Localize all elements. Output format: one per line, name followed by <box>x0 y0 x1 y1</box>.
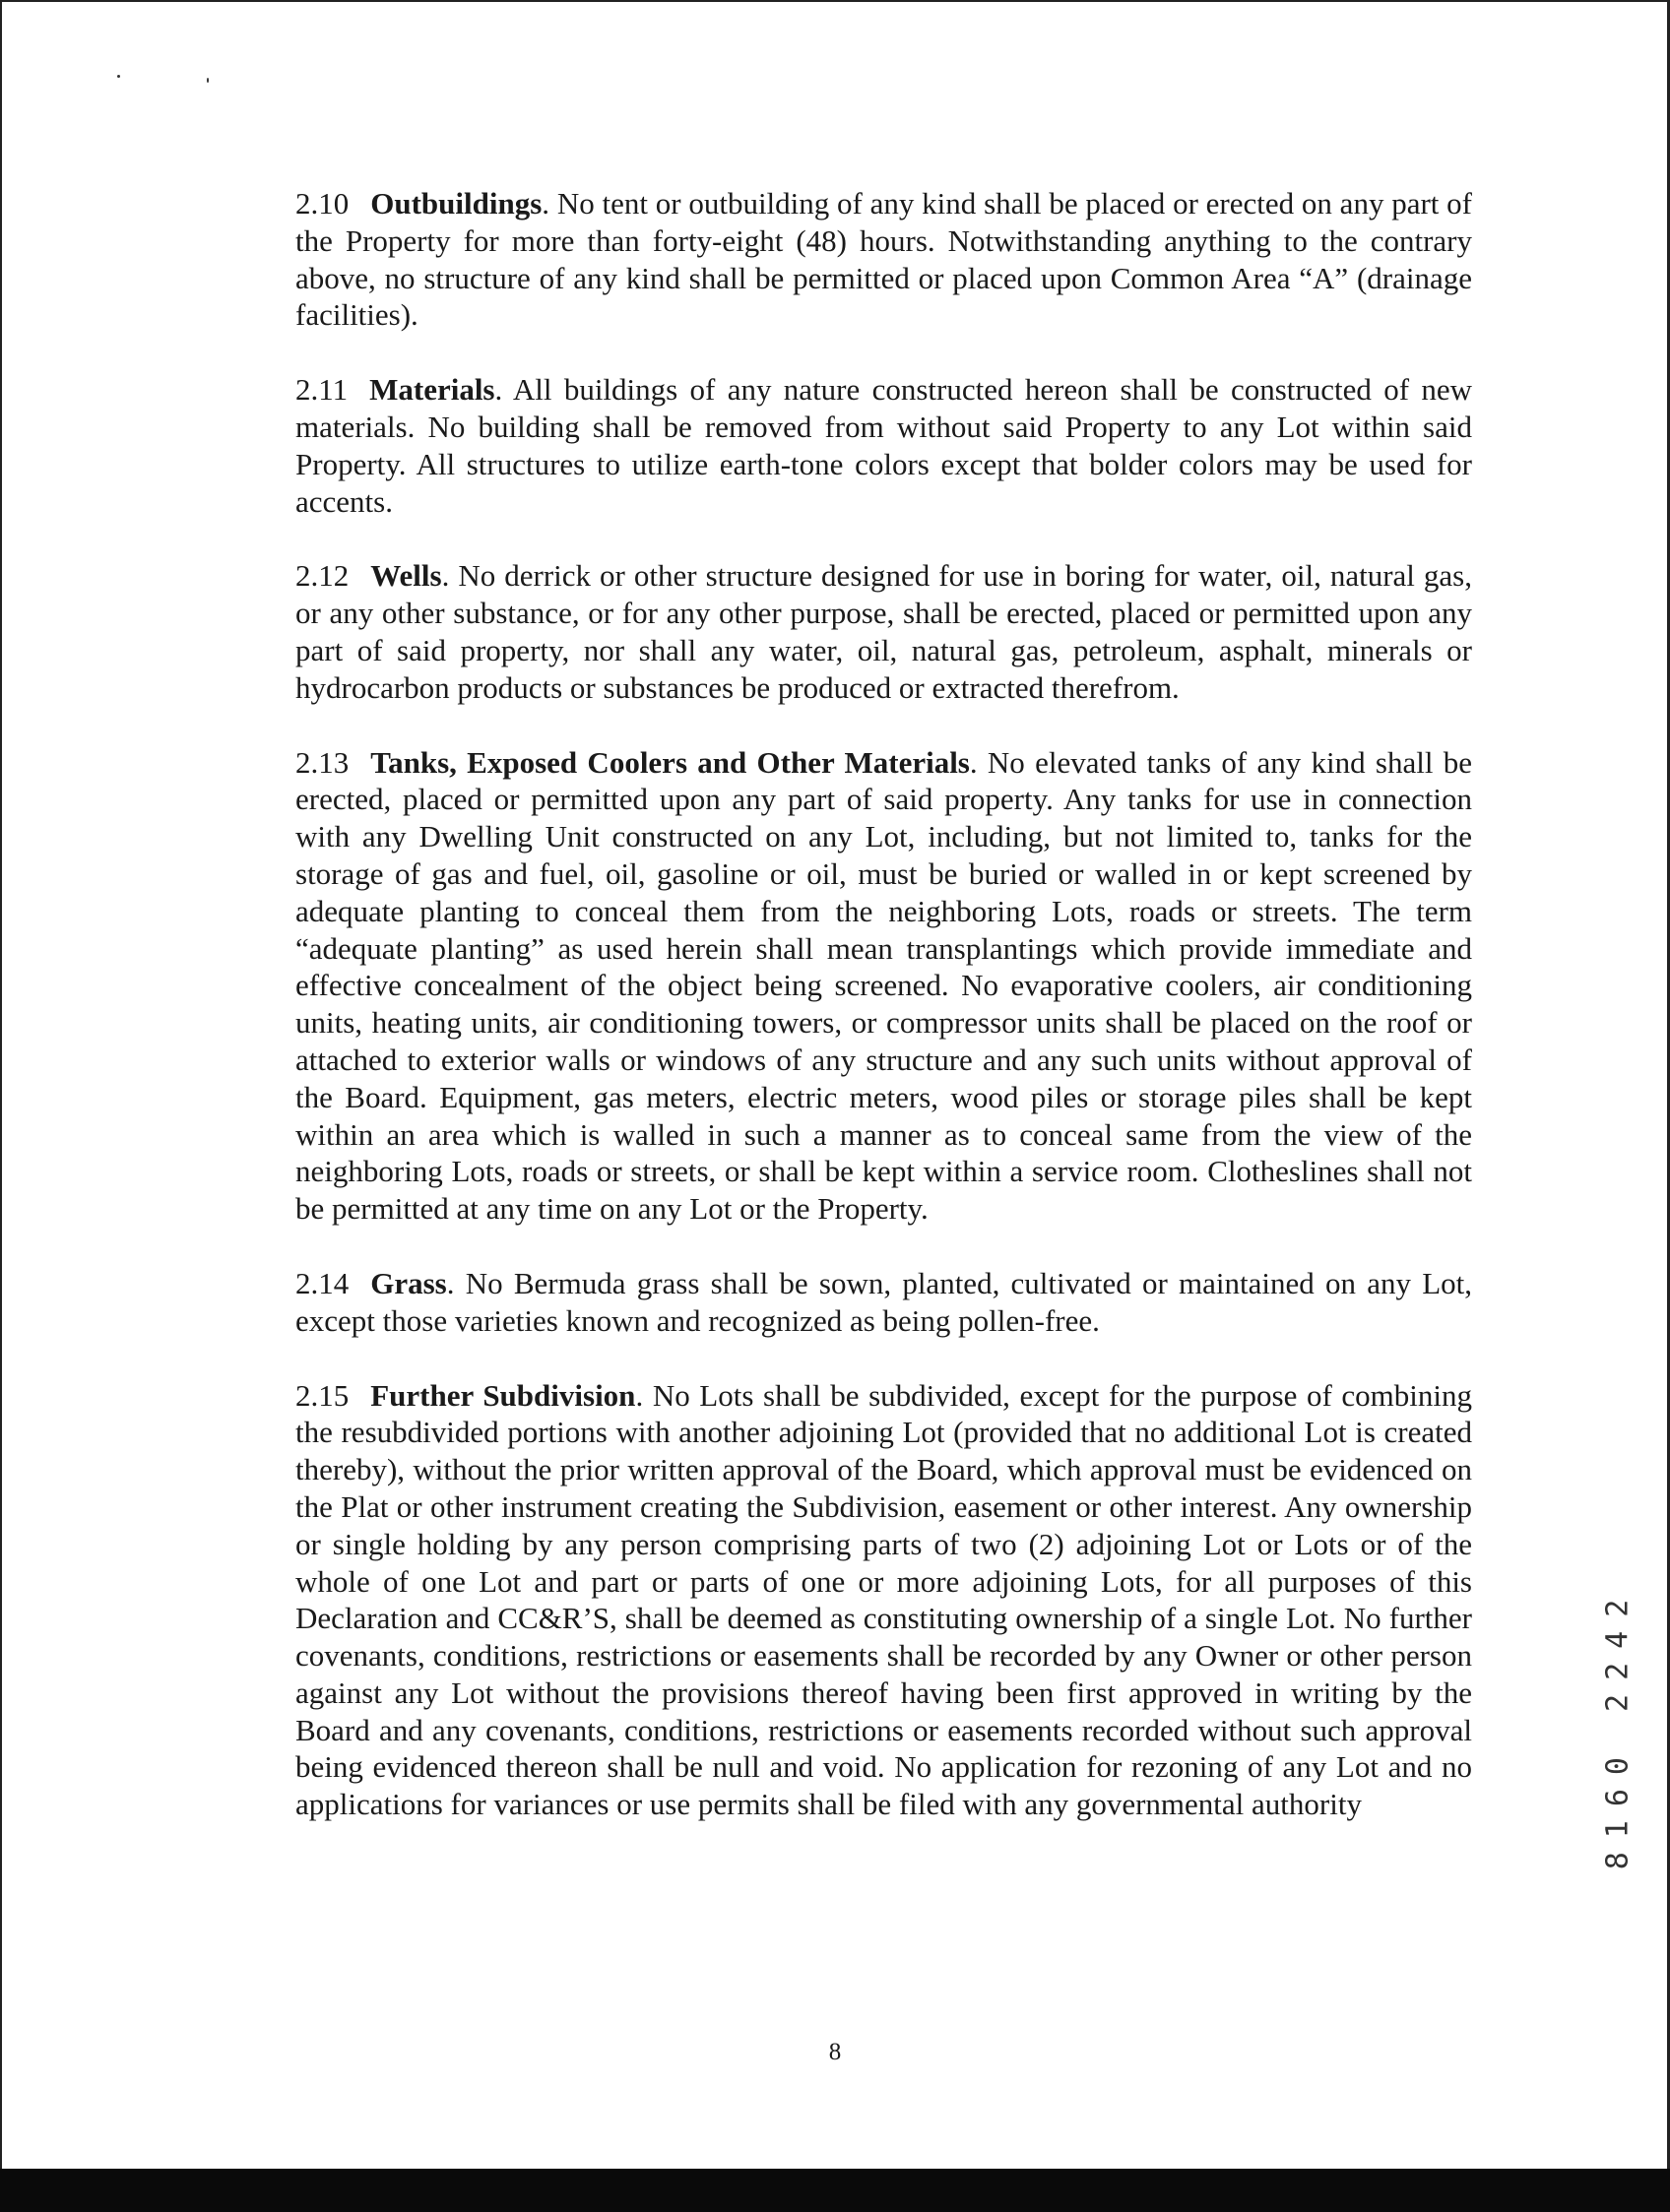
recording-stamp <box>1600 1565 1636 1890</box>
section-2-13: 2.13 Tanks, Exposed Coolers and Other Materials. No elevated tanks of any kind shall be erected, placed or permitted upon any part of said property. Any tanks for use in connection with any Dwelling Unit constructed on any Lot, including, but not limited to, tanks for the storage of gas and fuel, oil, gasoline or oil, must be buried or walled in or kept screened by adequate planting to conceal them from the neighboring Lots, roads or streets. The term “adequate planting” as used herein shall mean transplantings which provide immediate and effective concealment of the object being screened. No evaporative coolers, air conditioning units, heating units, air conditioning towers, or compressor units shall be placed on the roof or attached to exterior walls or windows of any structure and any such units without approval of the Board. Equipment, gas meters, electric meters, wood piles or storage piles shall be kept within an area which is walled in such a manner as to conceal same from the view of the neighboring Lots, roads or streets, or shall be kept within a service room. Clotheslines shall not be permitted at any time on any Lot or the Property. <box>295 744 1473 1227</box>
document-body <box>295 185 1472 1861</box>
section-2-11: 2.11 Materials. All buildings of any nature constructed hereon shall be constructed of new materials. No building shall be removed from without said Property to any Lot within said Property. All structures to utilize earth-tone colors except that bolder colors may be used for accents. <box>295 372 1472 519</box>
section-number: 2.10 <box>295 186 350 221</box>
section-number: 2.12 <box>295 558 350 594</box>
section-number: 2.13 <box>295 744 350 780</box>
section-number: 2.15 <box>295 1377 350 1413</box>
section-2-12: 2.12 Wells. No derrick or other structure designed for use in boring for water, oil, natural gas, or any other substance, or for any other purpose, shall be erected, placed or permitted upon any part of said property, nor shall any water, oil, natural gas, petroleum, asphalt, minerals or hydrocarbon products or substances be produced or extracted therefrom. <box>295 558 1472 705</box>
scan-speck <box>207 78 209 83</box>
scan-border-bottom <box>0 2169 1670 2212</box>
section-title: Further Subdivision <box>370 1377 636 1413</box>
section-title: Materials <box>369 372 495 408</box>
scan-border-left <box>0 0 2 2212</box>
scan-speck <box>117 75 120 78</box>
section-text: All buildings of any nature constructed hereon shall be constructed of new materials. No building shall be removed from without said Property to any Lot within said Property. All structures to utilize earth-tone colors except that bolder colors may be used for accents. <box>295 372 1472 519</box>
section-title: Outbuildings <box>370 186 543 221</box>
section-text: No Lots shall be subdivided, except for the purpose of combining the resubdivided portions with another adjoining Lot (provided that no additional Lot is created thereby), without the prior written approval of the Board, which approval must be evidenced on the Plat or other instrument creating the Subdivision, easement or other interest. Any ownership or single holding by any person comprising parts of two (2) adjoining Lot or Lots or of the whole of one Lot and part or parts of one or more adjoining Lots, for all purposes of this Declaration and CC&R’S, shall be deemed as constituting ownership of a single Lot. No further covenants, conditions, restrictions or easements shall be recorded by any Owner or other person against any Lot without the provisions thereof having been first approved in writing by the Board and any covenants, conditions, restrictions or easements recorded without such approval being evidenced thereon shall be null and void. No application for rezoning of any Lot and no applications for variances or use permits shall be filed with any governmental authority <box>295 1377 1473 1822</box>
section-number: 2.14 <box>295 1265 350 1300</box>
section-title: Tanks, Exposed Coolers and Other Materials <box>370 744 970 780</box>
page-number: 8 <box>828 2039 842 2065</box>
section-text: No elevated tanks of any kind shall be erected, placed or permitted upon any part of said property. Any tanks for use in connection with any Dwelling Unit constructed on any Lot, including, but not limited to, tanks for the storage of gas and fuel, oil, gasoline or oil, must be buried or walled in or kept screened by adequate planting to conceal them from the neighboring Lots, roads or streets. The term “adequate planting” as used herein shall mean transplantings which provide immediate and effective concealment of the object being screened. No evaporative coolers, air conditioning units, heating units, air conditioning towers, or compressor units shall be placed on the roof or attached to exterior walls or windows of any structure and any such units without approval of the Board. Equipment, gas meters, electric meters, wood piles or storage piles shall be kept within an area which is walled in such a manner as to conceal same from the view of the neighboring Lots, roads or streets, or shall be kept within a service room. Clotheslines shall not be permitted at any time on any Lot or the Property. <box>295 744 1473 1227</box>
section-text: No Bermuda grass shall be sown, planted, cultivated or maintained on any Lot, except those varieties known and recognized as being pollen-free. <box>295 1265 1473 1338</box>
section-text: No tent or outbuilding of any kind shall be placed or erected on any part of the Property for more than forty-eight (48) hours. Notwithstanding anything to the contrary above, no structure of any kind shall be permitted or placed upon Common Area “A” (drainage facilities). <box>295 186 1473 333</box>
section-2-14: 2.14 Grass. No Bermuda grass shall be sown, planted, cultivated or maintained on any Lot, except those varieties known and recognized as being pollen-free. <box>295 1265 1473 1338</box>
recording-stamp-text: 8160 2242 <box>1600 1585 1636 1870</box>
section-title: Grass <box>370 1265 447 1300</box>
section-2-10: 2.10 Outbuildings. No tent or outbuilding of any kind shall be placed or erected on any part of the Property for more than forty-eight (48) hours. Notwithstanding anything to the contrary above, no structure of any kind shall be permitted or placed upon Common Area “A” (drainage facilities). <box>295 186 1473 333</box>
section-text: No derrick or other structure designed for use in boring for water, oil, natural gas, or any other substance, or for any other purpose, shall be erected, placed or permitted upon any part of said property, nor shall any water, oil, natural gas, petroleum, asphalt, minerals or hydrocarbon products or substances be produced or extracted therefrom. <box>295 558 1472 705</box>
section-number: 2.11 <box>295 372 349 408</box>
section-title: Wells <box>370 558 442 594</box>
section-2-15: 2.15 Further Subdivision. No Lots shall be subdivided, except for the purpose of combining the resubdivided portions with another adjoining Lot (provided that no additional Lot is created thereby), without the prior written approval of the Board, which approval must be evidenced on the Plat or other instrument creating the Subdivision, easement or other interest. Any ownership or single holding by any person comprising parts of two (2) adjoining Lot or Lots or of the whole of one Lot and part or parts of one or more adjoining Lots, for all purposes of this Declaration and CC&R’S, shall be deemed as constituting ownership of a single Lot. No further covenants, conditions, restrictions or easements shall be recorded by any Owner or other person against any Lot without the provisions thereof having been first approved in writing by the Board and any covenants, conditions, restrictions or easements recorded without such approval being evidenced thereon shall be null and void. No application for rezoning of any Lot and no applications for variances or use permits shall be filed with any governmental authority <box>295 1377 1473 1822</box>
scan-border-top <box>0 0 1670 2</box>
